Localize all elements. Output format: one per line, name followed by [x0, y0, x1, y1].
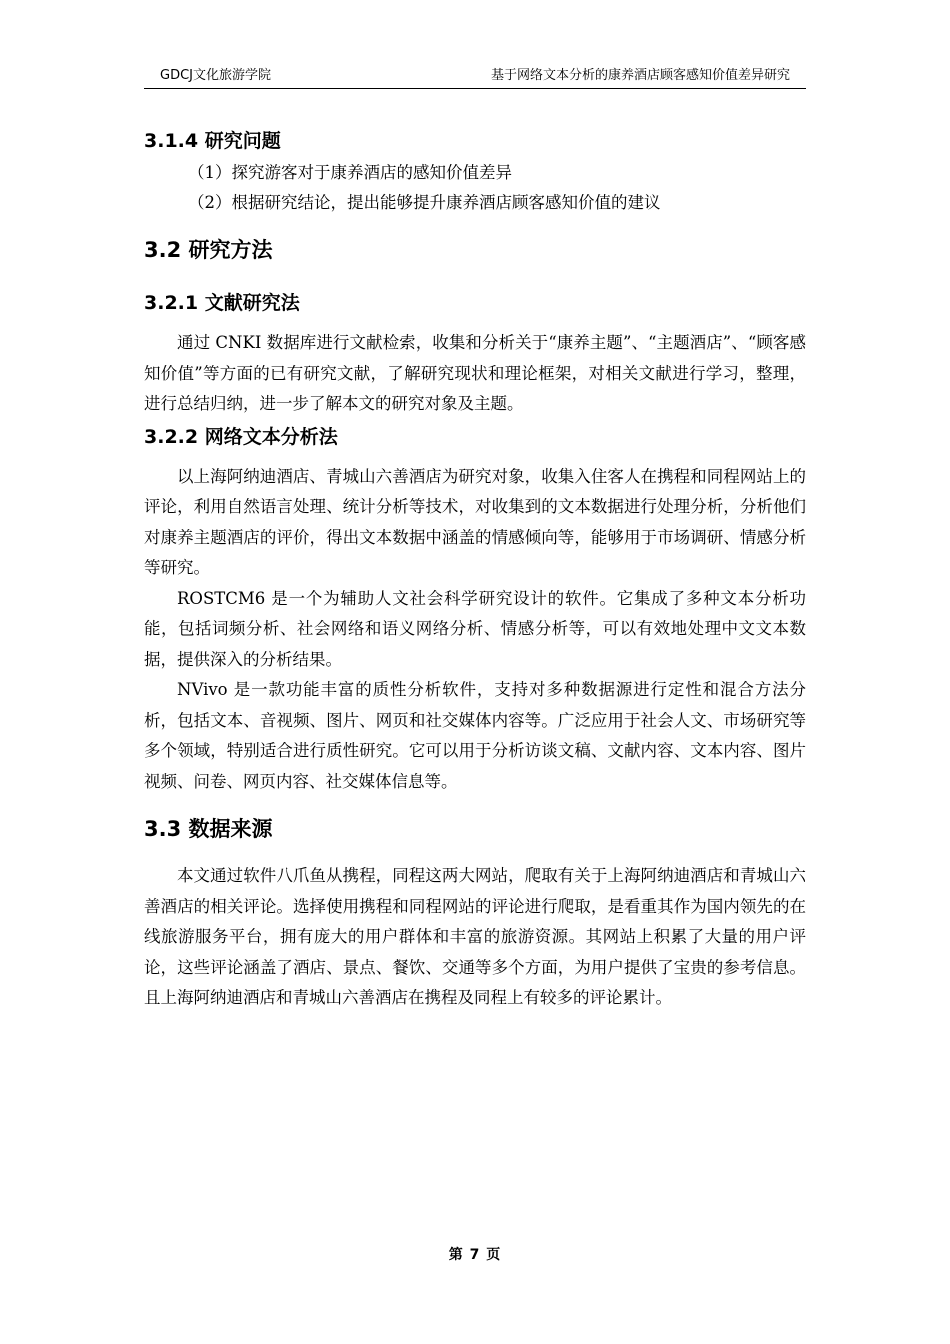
paragraph: 通过 CNKI 数据库进行文献检索，收集和分析关于“康养主题”、“主题酒店”、“顾客感知价值”等方面的已有研究文献，了解研究现状和理论框架，对相关文献进行学习，整理，进行总结归纳，进一步了解本文的研究对象及主题。: [144, 333, 806, 413]
section-3-2-1-title: 3.2.1 文献研究法: [144, 292, 300, 314]
page-header: [144, 66, 806, 89]
research-question-item: （2）根据研究结论，提出能够提升康养酒店顾客感知价值的建议: [188, 193, 661, 212]
header-institution: GDCJ文化旅游学院: [160, 68, 271, 83]
paragraph: 本文通过软件八爪鱼从携程，同程这两大网站，爬取有关于上海阿纳迪酒店和青城山六善酒店的相关评论。选择使用携程和同程网站的评论进行爬取，是看重其作为国内领先的在线旅游服务平台，拥有庞大的用户群体和丰富的旅游资源。其网站上积累了大量的用户评论，这些评论涵盖了酒店、景点、餐饮、交通等多个方面，为用户提供了宝贵的参考信息。且上海阿纳迪酒店和青城山六善酒店在携程及同程上有较多的评论累计。: [144, 866, 806, 1007]
section-3-1-4-title: 3.1.4 研究问题: [144, 130, 281, 152]
research-question-item: （1）探究游客对于康养酒店的感知价值差异: [188, 163, 512, 182]
section-3-2-title: 3.2 研究方法: [144, 238, 273, 262]
page-content: [144, 124, 806, 1014]
page-number: 第 7 页: [448, 1247, 502, 1263]
paragraph: ROSTCM6 是一个为辅助人文社会科学研究设计的软件。它集成了多种文本分析功能，包括词频分析、社会网络和语义网络分析、情感分析等，可以有效地处理中文文本数据，提供深入的分析结果。: [144, 588, 806, 669]
section-3-2-2-title: 3.2.2 网络文本分析法: [144, 425, 338, 448]
paragraph: 以上海阿纳迪酒店、青城山六善酒店为研究对象，收集入住客人在携程和同程网站上的评论，利用自然语言处理、统计分析等技术，对收集到的文本数据进行处理分析，分析他们对康养主题酒店的评价，得出文本数据中涵盖的情感倾向等，能够用于市场调研、情感分析等研究。: [144, 466, 806, 577]
header-thesis-title: 基于网络文本分析的康养酒店顾客感知价值差异研究: [490, 68, 790, 83]
section-3-3-title: 3.3 数据来源: [144, 817, 273, 841]
paragraph: NVivo 是一款功能丰富的质性分析软件，支持对多种数据源进行定性和混合方法分析，包括文本、音视频、图片、网页和社交媒体内容等。广泛应用于社会人文、市场研究等多个领域，特别适合进行质性研究。它可以用于分析访谈文稿、文献内容、文本内容、图片视频、问卷、网页内容、社交媒体信息等。: [144, 680, 806, 791]
